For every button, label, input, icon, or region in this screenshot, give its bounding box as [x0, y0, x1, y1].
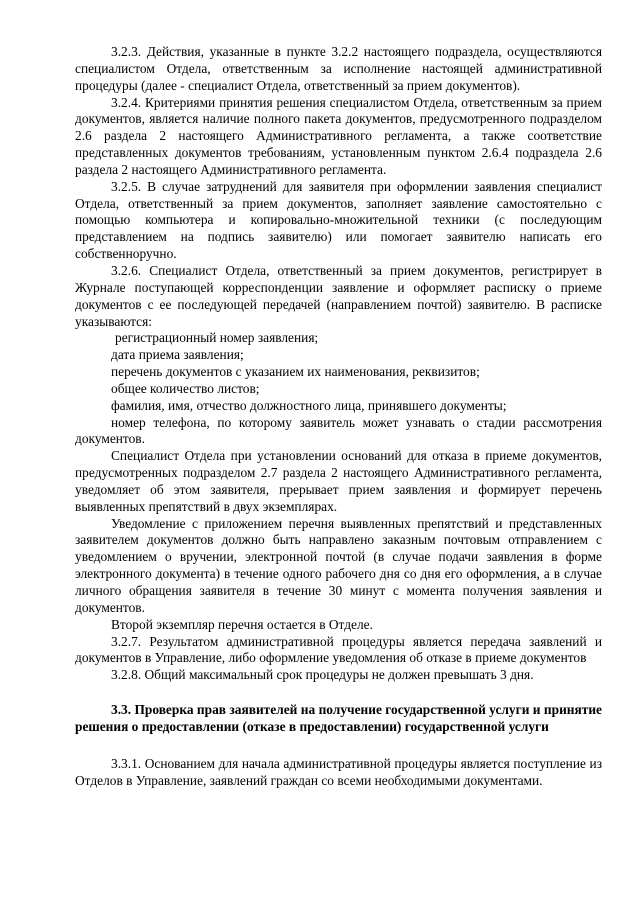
paragraph-refusal: Специалист Отдела при установлении оснований для отказа в приеме документов, предусмотренных подразделом 2.7 раздела 2 настоящего Административного регламента, уведомляет об этом заявителя, прерывает прием заявления и формирует перечень выявленных препятствий в двух экземплярах. — [75, 448, 602, 514]
paragraph-notification: Уведомление с приложением перечня выявленных препятствий и представленных заявителем документов должно быть направлено заказным почтовым отправлением с уведомлением о вручении, электронной почтой (в случае подачи заявления в форме электронного документа) в течение одного рабочего дня со дня его оформления, а в случае личного обращения заявителя в течение 30 минут с момента получения заявления и документов. — [75, 515, 602, 615]
list-item: перечень документов с указанием их наименования, реквизитов; — [111, 364, 480, 380]
spacer — [75, 684, 602, 702]
paragraph-3-2-8: 3.2.8. Общий максимальный срок процедуры не должен превышать 3 дня. — [111, 667, 534, 683]
paragraph-3-2-7: 3.2.7. Результатом административной процедуры является передача заявлений и документов в Управление, либо оформление уведомления об отказе в приеме документов — [75, 633, 602, 666]
paragraph-3-2-5: 3.2.5. В случае затруднений для заявителя при оформлении заявления специалист Отдела, ответственный за прием документов, заполняет заявление самостоятельно с помощью компьютера и копировально-множительной техники (с последующим представлением на подпись заявителю) или помогает заявителю написать его собственноручно. — [75, 178, 602, 262]
paragraph-3-2-6: 3.2.6. Специалист Отдела, ответственный за прием документов, регистрирует в Журнале поступающей корреспонденции заявление и оформляет расписку о приеме документов с ее последующей передачей (направлением почтой) заявителю. В расписке указываются: — [75, 262, 602, 329]
list-item: общее количество листов; — [111, 380, 260, 396]
spacer — [75, 736, 602, 756]
paragraph-3-3-1: 3.3.1. Основанием для начала административной процедуры является поступление из Отделов в Управление, заявлений граждан со всеми необходимыми документами. — [75, 755, 602, 788]
paragraph-3-2-4: 3.2.4. Критериями принятия решения специалистом Отдела, ответственным за прием документов, является наличие полного пакета документов, предусмотренного подразделом 2.6 раздела 2 настоящего Административного регламента, а также соответствие представленных документов требованиям, установленным пунктом 2.6.4 подраздела 2.6 раздела 2 настоящего Административного регламента. — [75, 94, 602, 177]
document-page — [75, 44, 602, 789]
list-item: дата приема заявления; — [111, 347, 244, 363]
paragraph-second-copy: Второй экземпляр перечня остается в Отделе. — [111, 616, 373, 632]
list-item: номер телефона, по которому заявитель может узнавать о стадии рассмотрения документов. — [75, 414, 602, 447]
list-item: фамилия, имя, отчество должностного лица, принявшего документы; — [111, 397, 507, 413]
paragraph-3-2-3: 3.2.3. Действия, указанные в пункте 3.2.2 настоящего подраздела, осуществляются специалистом Отдела, ответственным за исполнение настоящей административной процедуры (далее - специалист Отдела, ответственный за прием документов). — [75, 44, 602, 93]
section-heading: 3.3. Проверка прав заявителей на получение государственной услуги и принятие решения о предоставлении (отказе в предоставлении) государственной услуги — [75, 702, 602, 734]
list-item: регистрационный номер заявления; — [115, 330, 319, 346]
